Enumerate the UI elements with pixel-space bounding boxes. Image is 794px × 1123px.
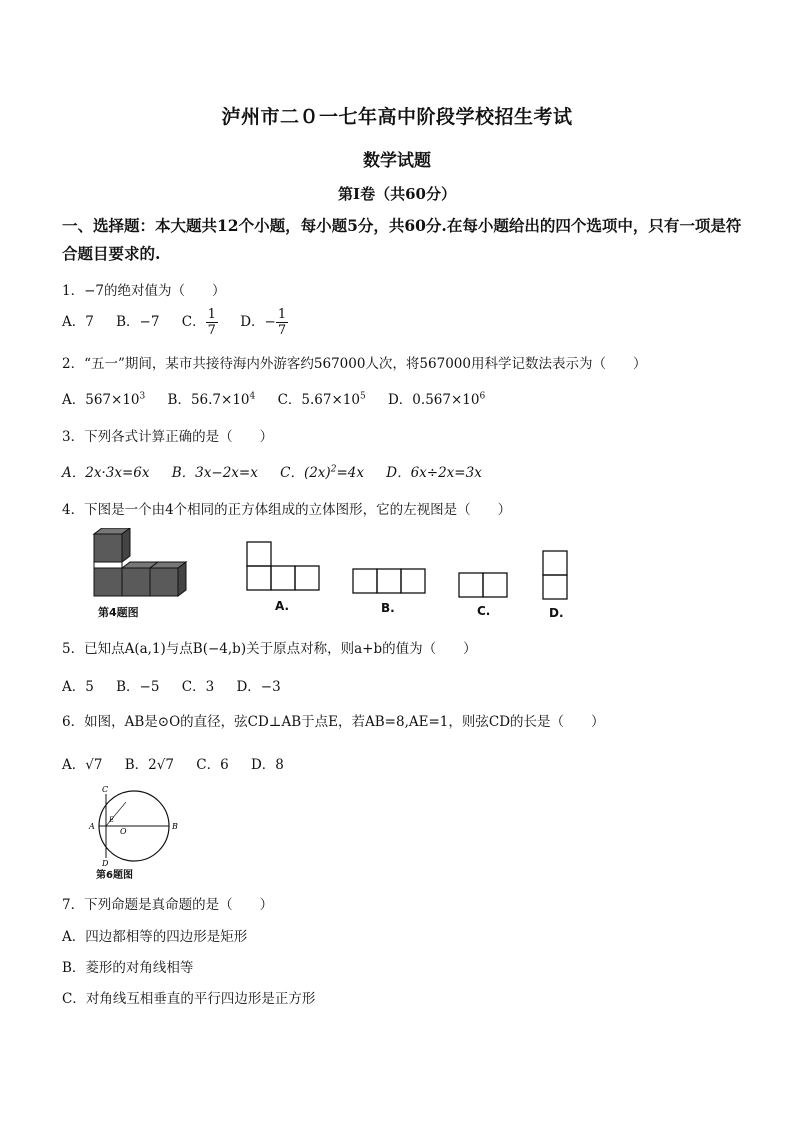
view-option-c: [458, 572, 508, 602]
point-b: B: [172, 822, 178, 831]
option-b: B．$56.7\times 10^4$: [167, 391, 256, 408]
option-b: B．2√7: [124, 757, 174, 773]
question-2-stem: 2．“五一”期间，某市共接待海内外游客约567000人次，将567000用科学记数法表示为（ ）: [62, 356, 647, 372]
question-7-stem: 7．下列命题是真命题的是（ ）: [62, 897, 274, 913]
question-7-option-a: A．四边都相等的四边形是矩形: [62, 929, 248, 945]
volume-title: 第Ⅰ卷（共60分）: [338, 185, 456, 203]
view-option-d: [542, 550, 568, 604]
option-c: C．$5.67\times 10^5$: [277, 391, 366, 408]
option-d: D．6x÷2x=3x: [386, 465, 482, 481]
question-4-stem: 4．下图是一个由4个相同的正方体组成的立体图形，它的左视图是（ ）: [62, 502, 512, 518]
option-a: A．7: [62, 314, 94, 330]
question-3-options: [62, 461, 500, 481]
option-d: D．−3: [236, 679, 281, 695]
subject-title: 数学试题: [363, 151, 431, 171]
figure-6-caption: 第6题图: [96, 870, 133, 881]
exam-title: 泸州市二０一七年高中阶段学校招生考试: [221, 106, 573, 128]
option-c: C．6: [196, 757, 229, 773]
question-5-options: [62, 675, 299, 695]
question-7-option-c: C．对角线互相垂直的平行四边形是正方形: [62, 991, 316, 1007]
label-a: A.: [275, 599, 290, 613]
option-a: A．2x·3x=6x: [62, 465, 150, 481]
point-a: A: [89, 822, 95, 831]
point-o: O: [120, 827, 127, 836]
option-d: D．− $\frac{1}{7}$: [240, 307, 287, 338]
question-6-stem: 6．如图，AB是⊙O的直径，弦CD⊥AB于点E，若AB=8,AE=1，则弦CD的长是（ ）: [62, 714, 605, 730]
label-c: C.: [477, 604, 491, 618]
option-b: B．−5: [116, 679, 160, 695]
option-a: A．$567\times 10^3$: [62, 391, 146, 408]
option-c: C．$(2x)^2=4x$: [280, 464, 364, 481]
option-d: D．8: [250, 757, 284, 773]
view-option-a: [246, 541, 320, 595]
option-a: A．√7: [62, 757, 103, 773]
option-c: C．3: [181, 679, 215, 695]
label-d: D.: [549, 606, 564, 620]
question-1-options: [62, 307, 306, 338]
option-a: A．5: [62, 679, 94, 695]
point-e: E: [109, 816, 115, 824]
section-intro: 一、选择题：本大题共12个小题，每小题5分，共60分.在每小题给出的四个选项中，只有一项是符合题目要求的.: [62, 216, 742, 263]
circle-figure: [84, 786, 184, 866]
point-c: C: [102, 786, 109, 794]
point-d: D: [102, 859, 109, 866]
figure-4-caption: 第4题图: [98, 606, 139, 619]
option-b: B．−7: [116, 314, 160, 330]
option-c: C． $\frac{1}{7}$: [181, 307, 216, 338]
option-b: B．3x−2x=x: [171, 465, 258, 481]
label-b: B.: [381, 601, 395, 615]
question-2-options: [62, 388, 503, 408]
question-7-option-b: B．菱形的对角线相等: [62, 960, 194, 976]
question-1-stem: 1．−7的绝对值为（ ）: [62, 283, 226, 299]
fraction: $\frac{1}{7}$: [207, 307, 216, 338]
question-6-options: [62, 753, 302, 773]
question-3-stem: 3．下列各式计算正确的是（ ）: [62, 429, 274, 445]
view-option-b: [352, 568, 426, 598]
fraction: $\frac{1}{7}$: [277, 307, 287, 338]
question-5-stem: 5．已知点A(a,1)与点B(−4,b)关于原点对称，则a+b的值为（ ）: [62, 641, 477, 657]
option-d: D．$0.567\times 10^6$: [387, 391, 486, 408]
